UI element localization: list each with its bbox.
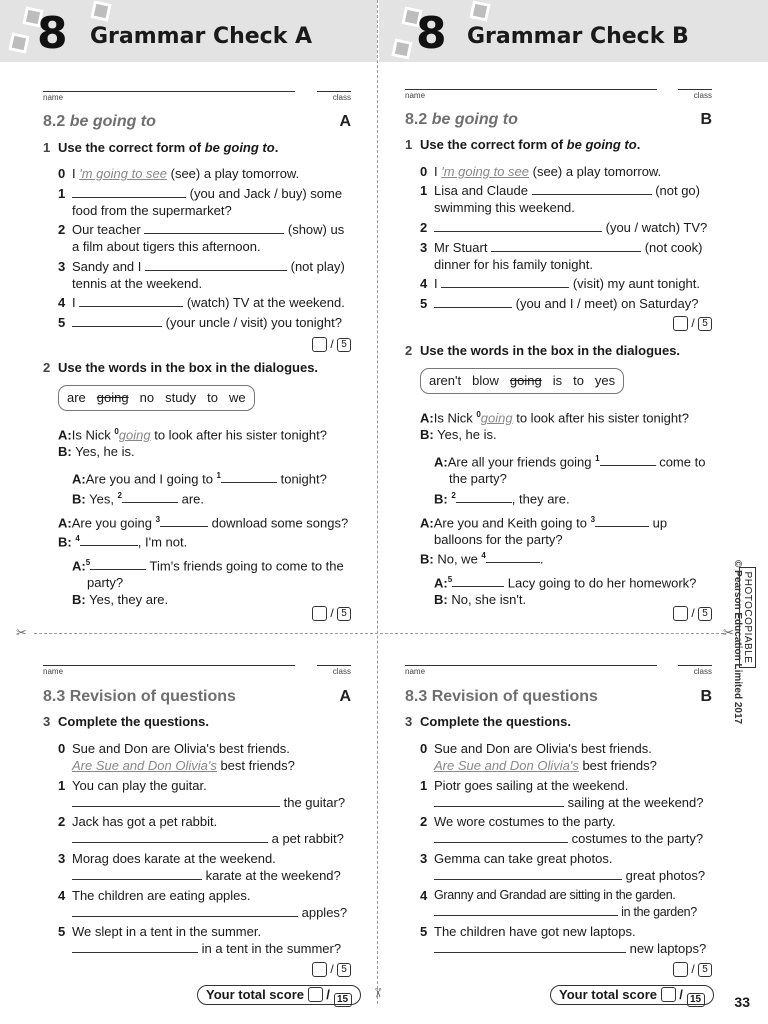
exercise-item: 1 Piotr goes sailing at the weekend. sailing at the weekend?: [420, 778, 704, 810]
answer-blank[interactable]: [434, 831, 568, 843]
class-label: class: [693, 91, 712, 100]
header-title: Grammar Check A: [90, 24, 313, 49]
dialogue-line: A:Is Nick $^0$going to look after his sister tonight?: [420, 410, 689, 426]
exercise-item: 3 Mr Stuart (not cook) dinner for his family tonight.: [420, 240, 703, 272]
task-instruction: 1 Use the correct form of be going to.: [405, 137, 641, 152]
answer-blank[interactable]: [434, 868, 622, 880]
total-score: Your total score / 15: [550, 985, 714, 1005]
score-input[interactable]: [312, 337, 327, 352]
dialogue-line: A:$^5$ Lacy going to do her homework?: [434, 575, 697, 591]
scissors-icon: ✂: [370, 987, 386, 999]
dialogue-line: B: Yes, $^2$ are.: [72, 491, 205, 507]
dialogue-line: B: Yes, he is.: [420, 427, 497, 442]
unit-number: 8: [37, 8, 68, 59]
answer-blank[interactable]: [434, 296, 512, 308]
dialogue-line: B: Yes, they are.: [72, 592, 169, 607]
exercise-item: 4 I (visit) my aunt tonight.: [420, 276, 701, 291]
answer-blank[interactable]: [72, 905, 298, 917]
name-label: name: [405, 91, 426, 100]
dialogue-line: B: No, she isn't.: [434, 592, 527, 607]
exercise-item: 2 (you / watch) TV?: [420, 220, 708, 235]
answer-blank[interactable]: [72, 795, 280, 807]
exercise-item: 1 Lisa and Claude (not go) swimming this weekend.: [420, 183, 700, 215]
name-class-row: [43, 91, 351, 105]
answer-blank[interactable]: [145, 259, 287, 271]
score-box: / 5: [673, 606, 712, 621]
answer-blank[interactable]: [434, 941, 626, 953]
score-input[interactable]: [673, 962, 688, 977]
dialogue-line: A:Is Nick $^0$going to look after his sister tonight?: [58, 427, 327, 443]
exercise-item: 5 (you and I / meet) on Saturday?: [420, 296, 699, 311]
score-box: / 5: [312, 337, 351, 352]
score-input[interactable]: [312, 606, 327, 621]
scissors-icon: ✂: [723, 625, 734, 640]
answer-blank[interactable]: [72, 315, 162, 327]
answer-blank[interactable]: [72, 941, 198, 953]
answer-blank[interactable]: [72, 186, 186, 198]
page-number: 33: [734, 994, 750, 1010]
name-label: name: [405, 667, 426, 676]
answer-blank[interactable]: [456, 491, 512, 503]
exercise-item: 1 You can play the guitar. the guitar?: [58, 778, 346, 810]
section-title: 8.2 be going to B: [405, 111, 712, 128]
score-box: / 5: [312, 962, 351, 977]
exercise-item: 5 The children have got new laptops. new laptops?: [420, 924, 707, 956]
name-class-row: [405, 89, 712, 103]
exercise-item: 4 The children are eating apples. apples?: [58, 888, 348, 920]
copyright-notice: © Pearson Education Limited 2017: [732, 560, 743, 725]
vertical-cut-line: [377, 0, 378, 1004]
word-box: are going no study to we: [58, 385, 255, 411]
exercise-item: 3 Sandy and I (not play) tennis at the weekend.: [58, 259, 345, 291]
score-box: / 5: [673, 962, 712, 977]
answer-blank[interactable]: [72, 831, 268, 843]
column-b: [405, 0, 712, 1024]
answer-blank[interactable]: [486, 551, 540, 563]
answer-blank[interactable]: [491, 240, 641, 252]
exercise-item: 4 Granny and Grandad are sitting in the garden. in the garden?: [420, 888, 697, 919]
total-score-input[interactable]: [661, 987, 676, 1002]
word-box: aren't blow going is to yes: [420, 368, 624, 394]
exercise-item: 0 I 'm going to see (see) a play tomorrow.: [420, 164, 662, 179]
answer-blank[interactable]: [600, 454, 656, 466]
answer-blank[interactable]: [90, 558, 146, 570]
answer-blank[interactable]: [441, 276, 569, 288]
answer-blank[interactable]: [160, 515, 208, 527]
total-score-input[interactable]: [308, 987, 323, 1002]
exercise-item: 1 (you and Jack / buy) some food from the supermarket?: [58, 186, 343, 218]
answer-blank[interactable]: [72, 868, 202, 880]
task-instruction: 2 Use the words in the box in the dialogues.: [43, 360, 319, 375]
exercise-item: 3 Morag does karate at the weekend. karate at the weekend?: [58, 851, 341, 883]
name-class-row: [405, 665, 712, 679]
dialogue-line: A:Are all your friends going $^1$ come to the party?: [434, 454, 706, 487]
decor-square: [8, 32, 29, 53]
name-label: name: [43, 667, 64, 676]
header-title: Grammar Check B: [467, 24, 689, 49]
section-title: 8.2 be going to A: [43, 113, 351, 130]
answer-blank[interactable]: [595, 515, 649, 527]
section-title: 8.3 Revision of questions A: [43, 688, 351, 705]
total-score: Your total score / 15: [197, 985, 361, 1005]
exercise-item: 5 (your uncle / visit) you tonight?: [58, 315, 342, 330]
dialogue-line: A:$^5$ Tim's friends going to come to the party?: [72, 558, 344, 591]
exercise-item: 2 Our teacher (show) us a film about tigers this afternoon.: [58, 222, 345, 254]
dialogue-line: A:Are you and I going to $^1$ tonight?: [72, 471, 327, 487]
exercise-item: 2 Jack has got a pet rabbit. a pet rabbit?: [58, 814, 344, 846]
dialogue-line: A:Are you going $^3$ download some songs?: [58, 515, 349, 531]
task-instruction: 3 Complete the questions.: [43, 714, 209, 729]
answer-blank[interactable]: [434, 795, 564, 807]
exercise-item: 0 Sue and Don are Olivia's best friends. Are Sue and Don Olivia's best friends?: [420, 741, 657, 773]
score-box: / 5: [312, 606, 351, 621]
answer-blank[interactable]: [122, 491, 178, 503]
class-label: class: [332, 93, 351, 102]
answer-blank[interactable]: [144, 222, 284, 234]
answer-blank[interactable]: [452, 575, 504, 587]
answer-blank[interactable]: [80, 534, 138, 546]
unit-number: 8: [416, 8, 447, 59]
exercise-item: 5 We slept in a tent in the summer. in a tent in the summer?: [58, 924, 342, 956]
dialogue-line: A:Are you and Keith going to $^3$ up balloons for the party?: [420, 515, 668, 548]
dialogue-line: B: No, we $^4$ .: [420, 551, 544, 567]
scissors-icon: ✂: [16, 625, 27, 640]
task-instruction: 1 Use the correct form of be going to.: [43, 140, 279, 155]
exercise-item: 3 Gemma can take great photos. great photos?: [420, 851, 706, 883]
exercise-item: 0 Sue and Don are Olivia's best friends. Are Sue and Don Olivia's best friends?: [58, 741, 295, 773]
answer-blank[interactable]: [434, 220, 602, 232]
dialogue-line: B: $^2$ , they are.: [434, 491, 570, 507]
exercise-item: 0 I 'm going to see (see) a play tomorrow.: [58, 166, 300, 181]
score-input[interactable]: [673, 316, 688, 331]
dialogue-line: B: $^4$ , I'm not.: [58, 534, 188, 550]
exercise-item: 2 We wore costumes to the party. costumes to the party?: [420, 814, 704, 846]
dialogue-line: B: Yes, he is.: [58, 444, 135, 459]
column-a: [43, 0, 351, 1024]
answer-blank[interactable]: [532, 183, 652, 195]
photocopiable-label: PHOTOCOPIABLE: [739, 567, 756, 668]
score-input[interactable]: [673, 606, 688, 621]
score-box: / 5: [673, 316, 712, 331]
task-instruction: 3 Complete the questions.: [405, 714, 571, 729]
name-label: name: [43, 93, 64, 102]
class-label: class: [693, 667, 712, 676]
answer-blank[interactable]: [79, 295, 183, 307]
answer-blank[interactable]: [221, 471, 277, 483]
class-label: class: [332, 667, 351, 676]
score-input[interactable]: [312, 962, 327, 977]
task-instruction: 2 Use the words in the box in the dialogues.: [405, 343, 681, 358]
exercise-item: 4 I (watch) TV at the weekend.: [58, 295, 345, 310]
name-class-row: [43, 665, 351, 679]
answer-blank[interactable]: [434, 904, 618, 916]
section-title: 8.3 Revision of questions B: [405, 688, 712, 705]
